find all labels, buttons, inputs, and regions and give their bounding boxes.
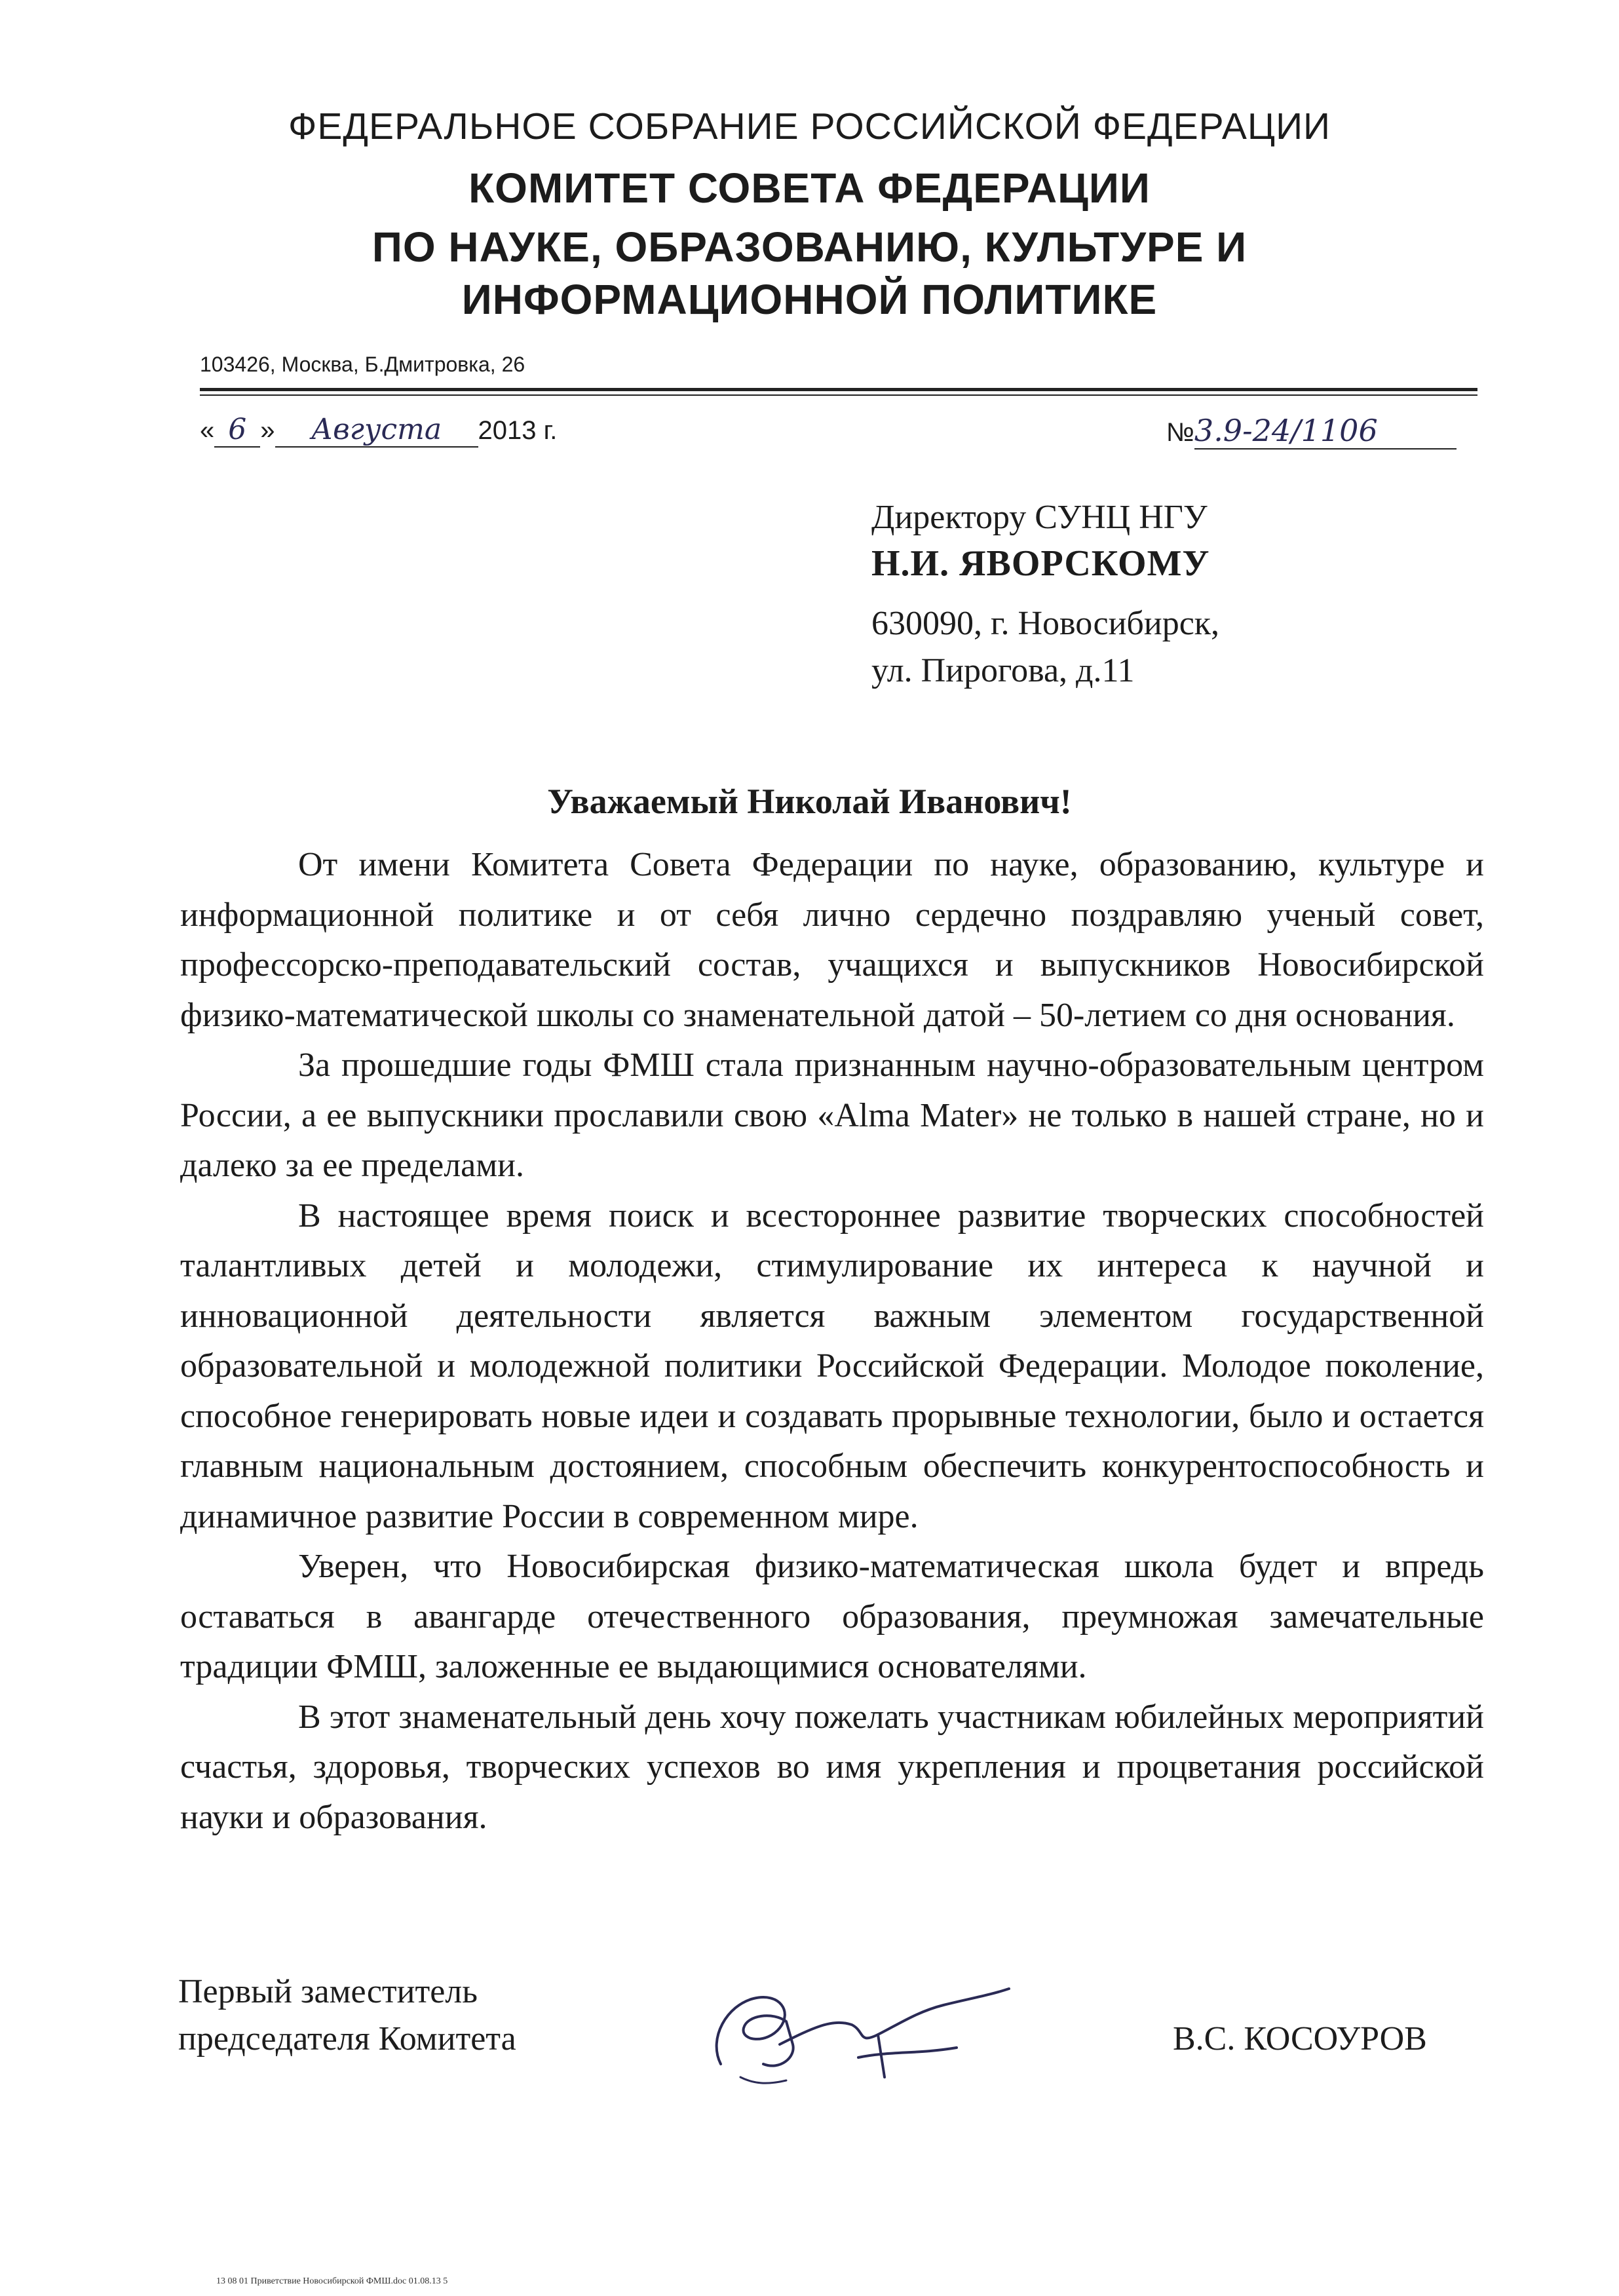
letterhead-divider-thin <box>200 394 1477 396</box>
signatory-title-line-1: Первый заместитель <box>178 1973 478 2010</box>
body-paragraph: В этот знаменательный день хочу пожелать участникам юбилейных мероприятий счастья, здоровья, творческих успехов во имя укрепления и процветания российской науки и образования. <box>180 1698 1484 1836</box>
document-footer: 13 08 01 Приветствие Новосибирской ФМШ.doc 01.08.13 5 <box>216 2276 448 2286</box>
letterhead-divider-thick <box>200 388 1477 391</box>
reference-prefix: № <box>1166 418 1194 447</box>
signatory-name: В.С. КОСОУРОВ <box>1173 2020 1427 2057</box>
recipient-position: Директору СУНЦ НГУ <box>871 499 1208 536</box>
date-close-quote: » <box>260 416 275 445</box>
body-paragraph: От имени Комитета Совета Федерации по науке, образованию, культуре и информационной политике и от себя лично сердечно поздравляю ученый совет, профессорско-преподавательский состав, учащихся и выпускников Новосибирской физико-математической школы со знаменательной датой – 50-летием со дня основания. <box>180 846 1484 1034</box>
letterhead-committee-title: КОМИТЕТ СОВЕТА ФЕДЕРАЦИИ <box>468 164 1151 212</box>
handwritten-signature <box>681 1966 1035 2097</box>
letter-greeting: Уважаемый Николай Иванович! <box>547 782 1072 821</box>
recipient-address-line-1: 630090, г. Новосибирск, <box>871 605 1220 642</box>
date-year: 2013 г. <box>478 416 558 445</box>
letterhead-committee-subtitle-1: ПО НАУКЕ, ОБРАЗОВАНИЮ, КУЛЬТУРЕ И <box>371 223 1248 271</box>
body-paragraph: Уверен, что Новосибирская физико-математическая школа будет и впредь оставаться в авангарде отечественного образования, преумножая замечательные традиции ФМШ, заложенные ее выдающимися основателями. <box>180 1548 1484 1685</box>
letterhead-committee-subtitle-2: ИНФОРМАЦИОННОЙ ПОЛИТИКЕ <box>461 276 1158 323</box>
letterhead-line-1: ФЕДЕРАЛЬНОЕ СОБРАНИЕ РОССИЙСКОЙ ФЕДЕРАЦИИ <box>288 105 1331 147</box>
recipient-address-line-2: ул. Пирогова, д.11 <box>871 652 1135 689</box>
recipient-name: Н.И. ЯВОРСКОМУ <box>871 543 1210 584</box>
document-reference <box>1166 413 1457 450</box>
reference-number: 3.9-24/1106 <box>1194 413 1457 450</box>
letter-body <box>180 840 1484 1843</box>
date-month: Августа <box>275 413 478 448</box>
letterhead-address: 103426, Москва, Б.Дмитровка, 26 <box>200 353 525 376</box>
document-date <box>200 413 557 448</box>
date-open-quote: « <box>200 416 215 445</box>
body-paragraph: В настоящее время поиск и всестороннее развитие творческих способностей талантливых детей и молодежи, стимулирование их интереса к научной и инновационной деятельности является важным элементом государственной образовательной и молодежной политики Российской Федерации. Молодое поколение, способное генерировать новые идеи и создавать прорывные технологии, было и остается главным национальным достоянием, способным обеспечить конкурентоспособность и динамичное развитие России в современном мире. <box>180 1196 1484 1535</box>
body-paragraph: За прошедшие годы ФМШ стала признанным научно-образовательным центром России, а ее выпускники прославили свою «Alma Mater» не только в нашей стране, но и далеко за ее пределами. <box>180 1046 1484 1184</box>
signatory-title-line-2: председателя Комитета <box>178 2020 516 2057</box>
date-day: 6 <box>214 413 260 448</box>
